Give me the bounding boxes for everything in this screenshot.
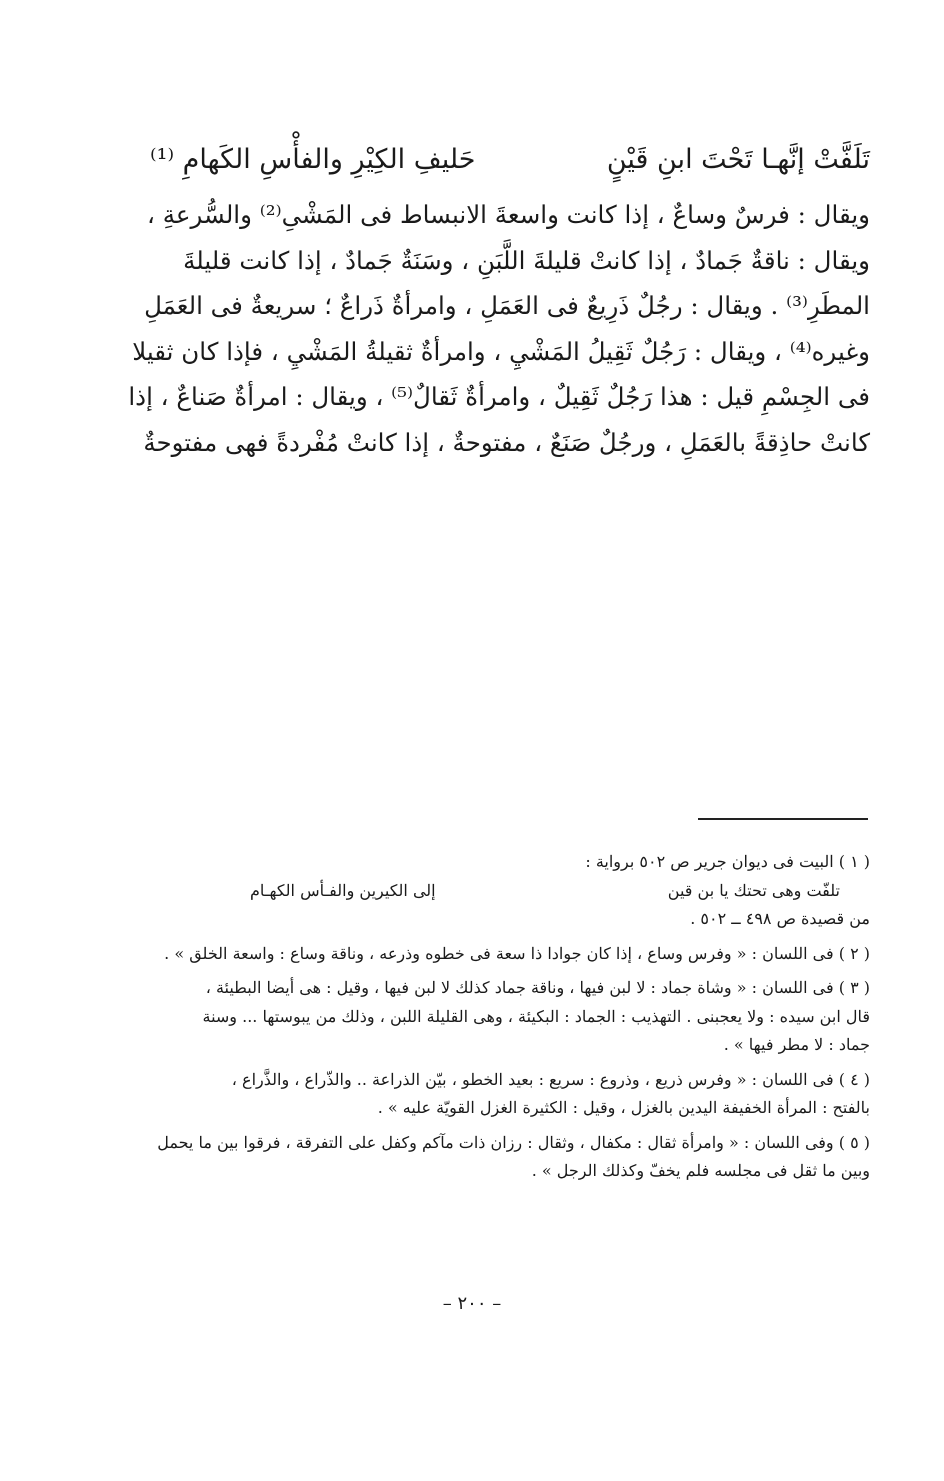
verse-second-hemistich: حَليفِ الكِيْرِ والفأْسِ الكَهامِ ⁽¹⁾ (150, 144, 476, 175)
main-line: ويقال : فرسٌ وساعٌ ، إذا كانت واسعةَ الانبساط فى المَشْىِ⁽²⁾ والسُّرعةِ ، (147, 200, 870, 229)
footnote-3-line: جماد : لا مطر فيها » . (723, 1035, 870, 1054)
footnote-1-verse (250, 877, 840, 906)
footnote-5-line: ( ٥ ) وفى اللسان : « وامرأة ثقال : مكفال ، وثقال : رزان ذات مآكم وكفل على التفرقة ، فرقوا بين ما يحمل (157, 1132, 870, 1152)
footnote-separator (698, 818, 868, 820)
footnote-5-line: وبين ما ثقل فى مجلسه فلم يخفّ وكذلك الرجل » . (531, 1161, 870, 1180)
poem-verse (150, 130, 870, 190)
footnote-4-line: ( ٤ ) فى اللسان : « وفرس ذريع ، وذروع : سريع : بعيد الخطو ، بيّن الذراعة .. والذّراع ، والذَّراع ، (231, 1069, 870, 1089)
footnote-4-line: بالفتح : المرأة الخفيفة اليدين بالغزل ، وقيل : الكثيرة الغزل القويّة عليه » . (377, 1098, 870, 1117)
footnote-2: ( ٢ ) فى اللسان : « وفرس وساع ، إذا كان جوادا ذا سعة فى خطوه وذرعه ، وناقة وساع : واسعة الخلق » . (164, 943, 870, 963)
footnote-verse-first-hemistich: تلفّت وهى تحتك يا بن قين (667, 880, 840, 900)
footnote-1-line: من قصيدة ص ٤٩٨ ــ ٥٠٢ . (690, 909, 870, 928)
footnotes (108, 848, 870, 1186)
verse-first-hemistich: تَلَفَّتْ إنَّهـا تَحْتَ ابنِ قَيْنٍ (606, 144, 870, 175)
footnote-3-line: قال ابن سيده : ولا يعجبنى . التهذيب : الجماد : البكيئة ، وهى القليلة اللبن ، وذلك من يبوستها ... وسنة (202, 1006, 870, 1026)
footnote-verse-second-hemistich: إلى الكيرين والفـأس الكهـام (250, 880, 436, 900)
footnote-1-line: ( ١ ) البيت فى ديوان جرير ص ٥٠٢ برواية : (585, 852, 870, 871)
footnote-3-line: ( ٣ ) فى اللسان : « وشاة جماد : لا لبن فيها ، وناقة جماد كذلك لا لبن فيها ، وقيل : هى أيضا البطيئة ، (205, 978, 870, 997)
main-line: كانتْ حاذِقةً بالعَمَلِ ، ورجُلٌ صَنَعٌ ، مفتوحةٌ ، إذا كانتْ مُفْردةً فهى مفتوحةٌ (143, 427, 870, 457)
main-text (78, 192, 870, 465)
main-line: فى الجِسْمِ قيل : هذا رَجُلٌ ثَقِيلٌ ، وامرأةٌ ثَقالٌ⁽⁵⁾ ، ويقال : امرأةٌ صَناعٌ ، إذا (128, 382, 870, 411)
main-line: وغيره⁽⁴⁾ ، ويقال : رَجُلٌ ثَقِيلُ المَشْيِ ، وامرأةٌ ثقيلةُ المَشْيِ ، فإذا كان ثقيلا (132, 336, 870, 366)
main-line: ويقال : ناقةٌ جَمادٌ ، إذا كانتْ قليلةَ اللَّبَنِ ، وسَنَةٌ جَمادٌ ، إذا كانت قليلةَ (183, 245, 870, 275)
main-line: المطَرِ⁽³⁾ . ويقال : رجُلٌ ذَرِيعٌ فى العَمَلِ ، وامرأةٌ ذَراعٌ ؛ سريعةٌ فى العَمَلِ (144, 291, 870, 320)
page-number: – ٢٠٠ – (442, 1293, 502, 1314)
